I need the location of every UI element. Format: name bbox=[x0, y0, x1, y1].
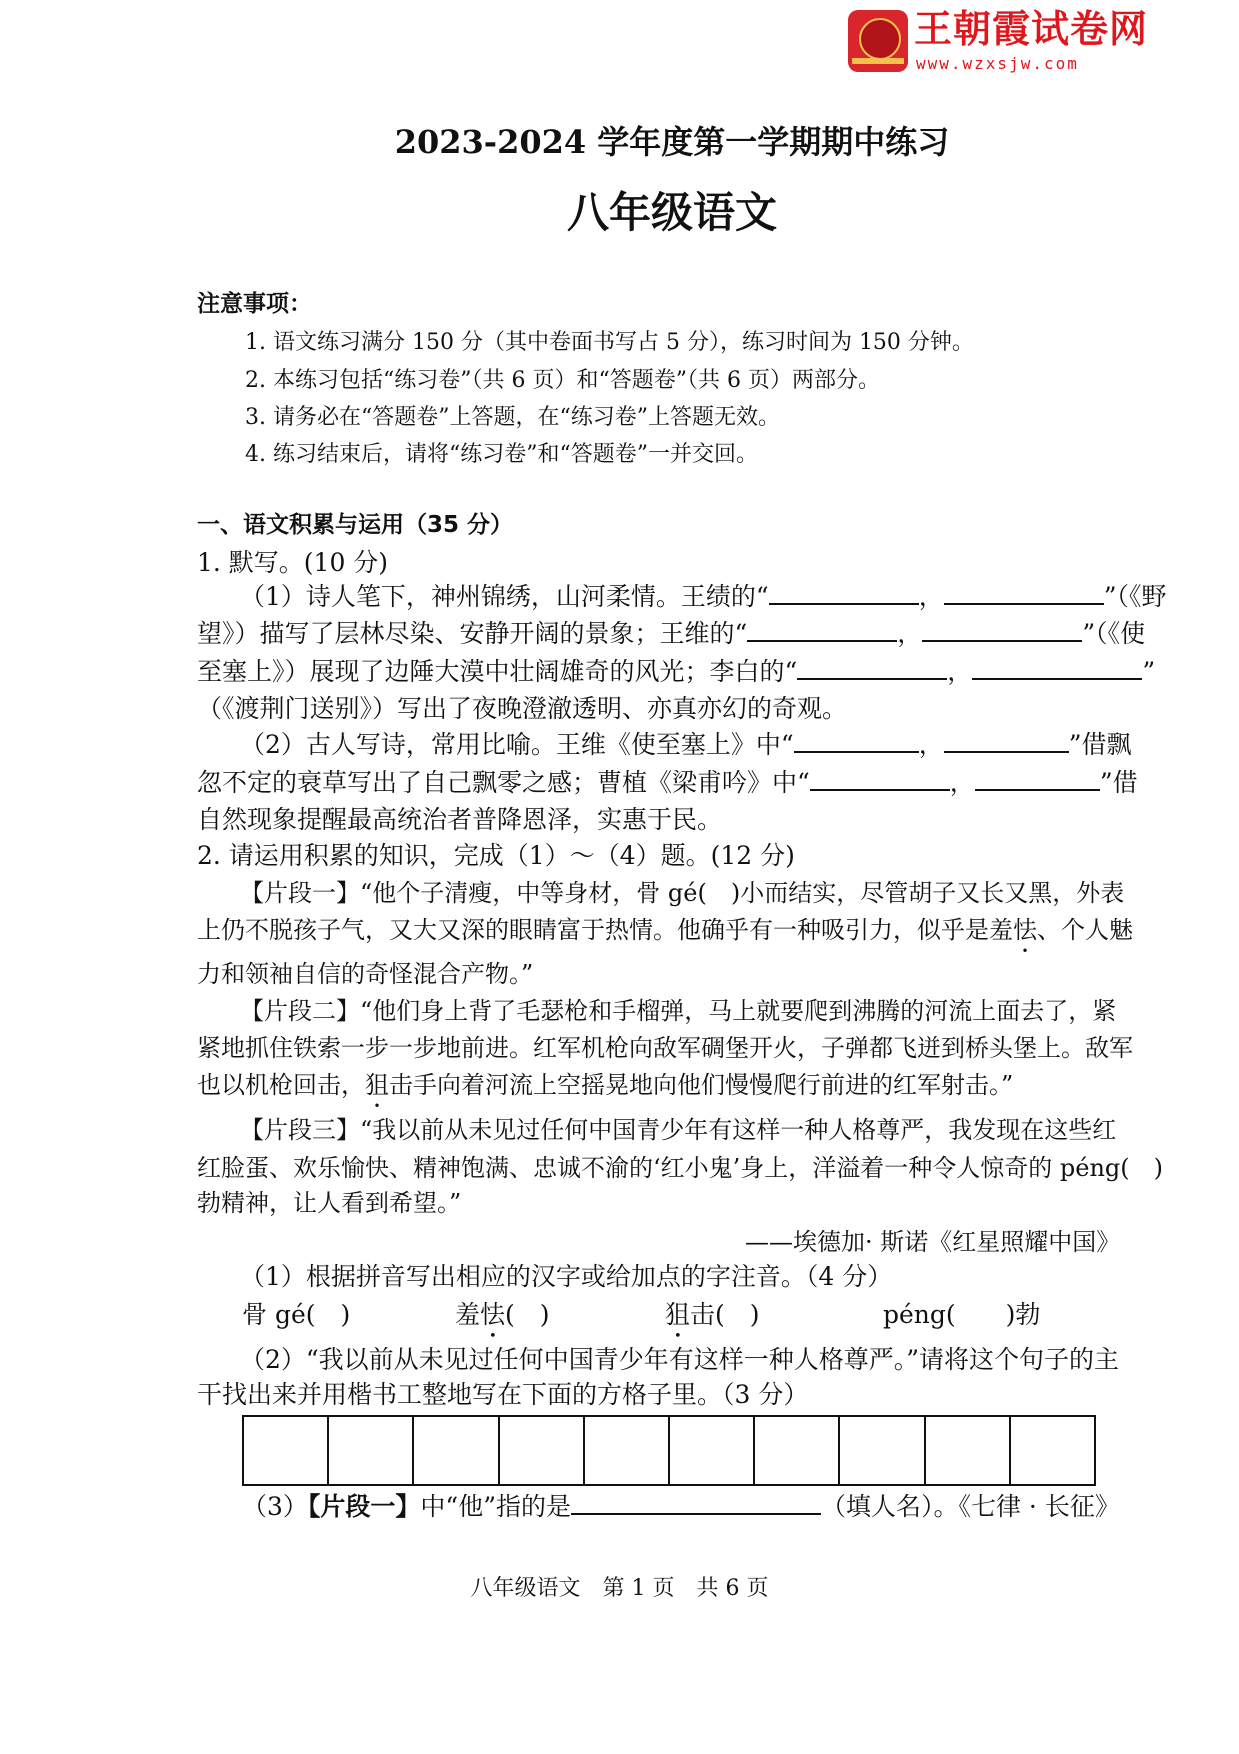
logo-url: www.wzxsjw.com bbox=[916, 54, 1079, 73]
page-footer: 八年级语文 第 1 页 共 6 页 bbox=[470, 1576, 769, 1601]
q1-title: 1. 默写。(10 分) bbox=[197, 548, 389, 577]
notice-item: 2. 本练习包括“练习卷”（共 6 页）和“答题卷”（共 6 页）两部分。 bbox=[245, 368, 880, 393]
grid-cell[interactable] bbox=[670, 1417, 755, 1484]
logo-name: 王朝霞试卷网 bbox=[914, 7, 1149, 51]
passage-line: 力和领袖自信的奇怪混合产物。” bbox=[197, 960, 534, 988]
sub-question: 干找出来并用楷书工整地写在下面的方格子里。（3 分） bbox=[197, 1380, 809, 1409]
answer-blank[interactable] bbox=[797, 658, 947, 680]
section-heading: 一、语文积累与运用（35 分） bbox=[197, 512, 514, 538]
answer-blank[interactable] bbox=[810, 769, 950, 791]
grid-cell[interactable] bbox=[500, 1417, 585, 1484]
sub-question: （3）【片段一】中“他”指的是 （填人名）。《七律 · 长征》 bbox=[242, 1492, 1120, 1521]
grid-cell[interactable] bbox=[1011, 1417, 1094, 1484]
passage-line: 也以机枪回击，狙击手向着河流上空摇晃地向他们慢慢爬行前进的红军射击。” bbox=[197, 1071, 1014, 1099]
notice-item: 1. 语文练习满分 150 分（其中卷面书写占 5 分），练习时间为 150 分钟。 bbox=[245, 330, 974, 355]
sub-question: （1）根据拼音写出相应的汉字或给加点的字注音。（4 分） bbox=[240, 1262, 893, 1291]
grid-cell[interactable] bbox=[755, 1417, 840, 1484]
answer-grid[interactable] bbox=[242, 1415, 1096, 1486]
passage-source: ——埃德加· 斯诺《红星照耀中国》 bbox=[745, 1228, 1121, 1256]
answer-blank[interactable] bbox=[794, 731, 919, 753]
sub-question: （2）“我以前从未见过任何中国青少年有这样一种人格尊严。”请将这个句子的主 bbox=[240, 1345, 1119, 1374]
exam-subtitle: 八年级语文 bbox=[566, 188, 777, 237]
q2-title: 2. 请运用积累的知识，完成（1）～（4）题。(12 分) bbox=[197, 841, 795, 870]
grid-cell[interactable] bbox=[329, 1417, 414, 1484]
passage-line: 勃精神，让人看到希望。” bbox=[197, 1189, 462, 1217]
grid-cell[interactable] bbox=[585, 1417, 670, 1484]
passage-line: 【片段一】“他个子清瘦，中等身材，骨 gé( )小而结实，尽管胡子又长又黑，外表 bbox=[240, 879, 1125, 907]
grid-cell[interactable] bbox=[244, 1417, 329, 1484]
grid-cell[interactable] bbox=[414, 1417, 499, 1484]
pinyin-item: 狙击( ) bbox=[665, 1300, 760, 1329]
q1-line: 至塞上》）展现了边陲大漠中壮阔雄奇的风光；李白的“ ， ” bbox=[197, 657, 1156, 686]
passage-line: 上仍不脱孩子气，又大又深的眼睛富于热情。他确乎有一种吸引力，似乎是羞怯、个人魅 bbox=[197, 916, 1133, 944]
answer-blank[interactable] bbox=[571, 1493, 821, 1515]
answer-blank[interactable] bbox=[922, 620, 1082, 642]
passage-line: 紧地抓住铁索一步一步地前进。红军机枪向敌军碉堡开火，子弹都飞迸到桥头堡上。敌军 bbox=[197, 1034, 1133, 1062]
notice-item: 3. 请务必在“答题卷”上答题，在“练习卷”上答题无效。 bbox=[245, 405, 780, 430]
logo-badge-icon bbox=[848, 10, 908, 72]
answer-blank[interactable] bbox=[944, 731, 1069, 753]
exam-title: 2023-2024 学年度第一学期期中练习 bbox=[394, 123, 950, 161]
q1-line: 忽不定的衰草写出了自己飘零之感；曹植《梁甫吟》中“ ， ”借 bbox=[197, 768, 1138, 797]
grid-cell[interactable] bbox=[926, 1417, 1011, 1484]
grid-cell[interactable] bbox=[840, 1417, 925, 1484]
answer-blank[interactable] bbox=[975, 769, 1100, 791]
q1-line: （2）古人写诗，常用比喻。王维《使至塞上》中“ ， ”借飘 bbox=[240, 730, 1132, 759]
q1-line: 望》）描写了层林尽染、安静开阔的景象；王维的“ ， ”（《使 bbox=[197, 619, 1146, 648]
answer-blank[interactable] bbox=[769, 583, 919, 605]
q1-line: 自然现象提醒最高统治者普降恩泽，实惠于民。 bbox=[197, 805, 723, 834]
pinyin-item: 羞怯( ) bbox=[455, 1300, 550, 1329]
notice-heading: 注意事项： bbox=[197, 290, 312, 317]
answer-blank[interactable] bbox=[944, 583, 1104, 605]
notice-item: 4. 练习结束后，请将“练习卷”和“答题卷”一并交回。 bbox=[245, 442, 758, 467]
passage-line: 红脸蛋、欢乐愉快、精神饱满、忠诚不渝的‘红小鬼’身上，洋溢着一种令人惊奇的 péng( ) bbox=[197, 1154, 1163, 1182]
q1-line: （1）诗人笔下，神州锦绣，山河柔情。王绩的“ ， ”（《野 bbox=[240, 582, 1167, 611]
answer-blank[interactable] bbox=[747, 620, 897, 642]
answer-blank[interactable] bbox=[972, 658, 1142, 680]
passage-line: 【片段二】“他们身上背了毛瑟枪和手榴弹，马上就要爬到沸腾的河流上面去了，紧 bbox=[240, 997, 1117, 1025]
q1-line: （《渡荆门送别》）写出了夜晚澄澈透明、亦真亦幻的奇观。 bbox=[197, 694, 848, 723]
pinyin-item: 骨 gé( ) bbox=[242, 1300, 351, 1329]
site-logo bbox=[848, 8, 1160, 76]
pinyin-item: péng( )勃 bbox=[883, 1300, 1041, 1329]
passage-line: 【片段三】“我以前从未见过任何中国青少年有这样一种人格尊严，我发现在这些红 bbox=[240, 1116, 1117, 1144]
